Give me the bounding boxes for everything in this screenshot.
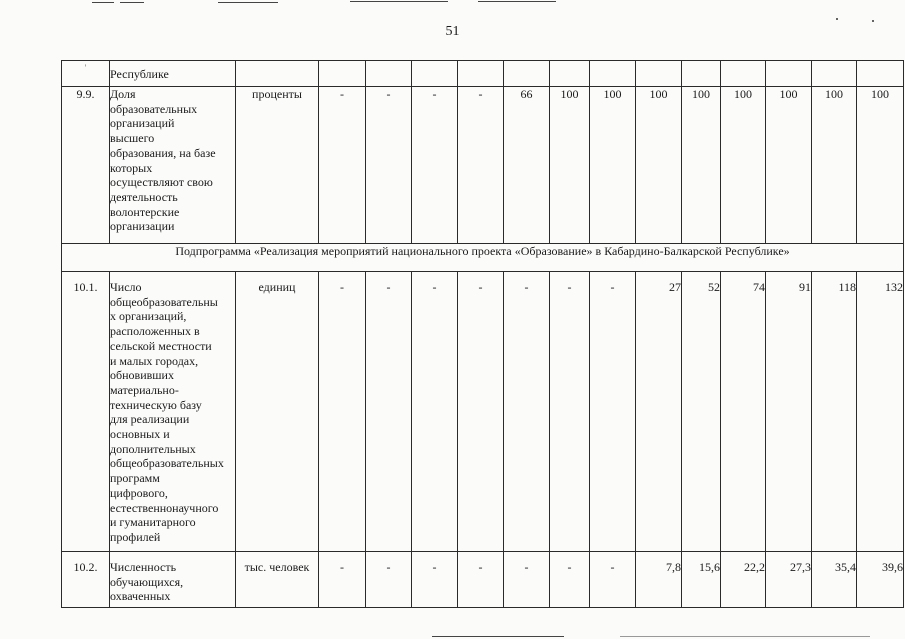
unit-of-measure: единиц — [236, 272, 319, 552]
value-cell: - — [366, 552, 412, 608]
value-cell: 27 — [636, 272, 682, 552]
value-cell: 74 — [721, 272, 766, 552]
value-cell: 27,3 — [766, 552, 812, 608]
indicator-name: Доля образовательных организаций высшего образования, на базе которых осуществляют свою деятельность волонтерские организации — [110, 87, 236, 244]
value-cell: 22,2 — [721, 552, 766, 608]
value-cell: 100 — [857, 87, 904, 244]
value-cell: - — [366, 272, 412, 552]
value-cell: - — [319, 87, 366, 244]
value-cell: 100 — [721, 87, 766, 244]
value-cell: 100 — [636, 87, 682, 244]
row-number: 10.1. — [62, 272, 110, 552]
value-cell: 15,6 — [682, 552, 721, 608]
scan-speck — [836, 18, 838, 20]
scan-mark-top-2 — [120, 2, 144, 3]
value-cell: - — [319, 272, 366, 552]
value-cell: - — [504, 552, 550, 608]
value-cell: - — [458, 87, 504, 244]
value-cell: - — [319, 552, 366, 608]
value-cell: 66 — [504, 87, 550, 244]
row-number: ' — [62, 61, 110, 87]
indicator-name: Республике — [110, 61, 236, 87]
value-cell: 39,6 — [857, 552, 904, 608]
value-cell: - — [590, 272, 636, 552]
unit-of-measure: тыс. человек — [236, 552, 319, 608]
unit-of-measure: проценты — [236, 87, 319, 244]
value-cell: - — [590, 552, 636, 608]
scan-mark-top-5 — [478, 1, 556, 2]
subprogram-heading: Подпрограмма «Реализация мероприятий национального проекта «Образование» в Кабардино-Балкарской Республике» — [62, 244, 904, 272]
value-cell: - — [458, 272, 504, 552]
value-cell: 100 — [682, 87, 721, 244]
table-row — [62, 244, 904, 272]
value-cell: - — [412, 552, 458, 608]
table-row — [62, 272, 904, 552]
value-cell: 35,4 — [812, 552, 857, 608]
value-cell: - — [412, 87, 458, 244]
value-cell: 100 — [812, 87, 857, 244]
scan-mark-top-4 — [350, 1, 448, 2]
value-cell: 52 — [682, 272, 721, 552]
value-cell: - — [504, 272, 550, 552]
scan-mark-bottom-1 — [432, 636, 564, 637]
scan-speck — [872, 20, 874, 22]
value-cell: 118 — [812, 272, 857, 552]
value-cell: - — [550, 272, 590, 552]
value-cell: 7,8 — [636, 552, 682, 608]
value-cell: 91 — [766, 272, 812, 552]
table-row — [62, 552, 904, 608]
indicator-table — [61, 60, 904, 608]
indicator-name: Численность обучающихся, охваченных — [110, 552, 236, 608]
row-number: 9.9. — [62, 87, 110, 244]
value-cell: - — [412, 272, 458, 552]
scan-mark-top-3 — [218, 2, 278, 3]
scan-mark-bottom-2 — [620, 636, 870, 637]
scan-mark-top-1 — [92, 2, 114, 3]
value-cell: - — [550, 552, 590, 608]
table-row — [62, 61, 904, 87]
value-cell: - — [366, 87, 412, 244]
indicator-name: Число общеобразовательны х организаций, расположенных в сельской местности и малых городах, обновивших материально- техническую базу для реализации основных и дополнительных общеобразовательных программ цифрового, естественнонаучного и гуманитарного профилей — [110, 272, 236, 552]
value-cell: 132 — [857, 272, 904, 552]
page-number: 51 — [445, 24, 460, 39]
value-cell: 100 — [590, 87, 636, 244]
value-cell: - — [458, 552, 504, 608]
value-cell: 100 — [766, 87, 812, 244]
table-row — [62, 87, 904, 244]
row-number: 10.2. — [62, 552, 110, 608]
value-cell: 100 — [550, 87, 590, 244]
